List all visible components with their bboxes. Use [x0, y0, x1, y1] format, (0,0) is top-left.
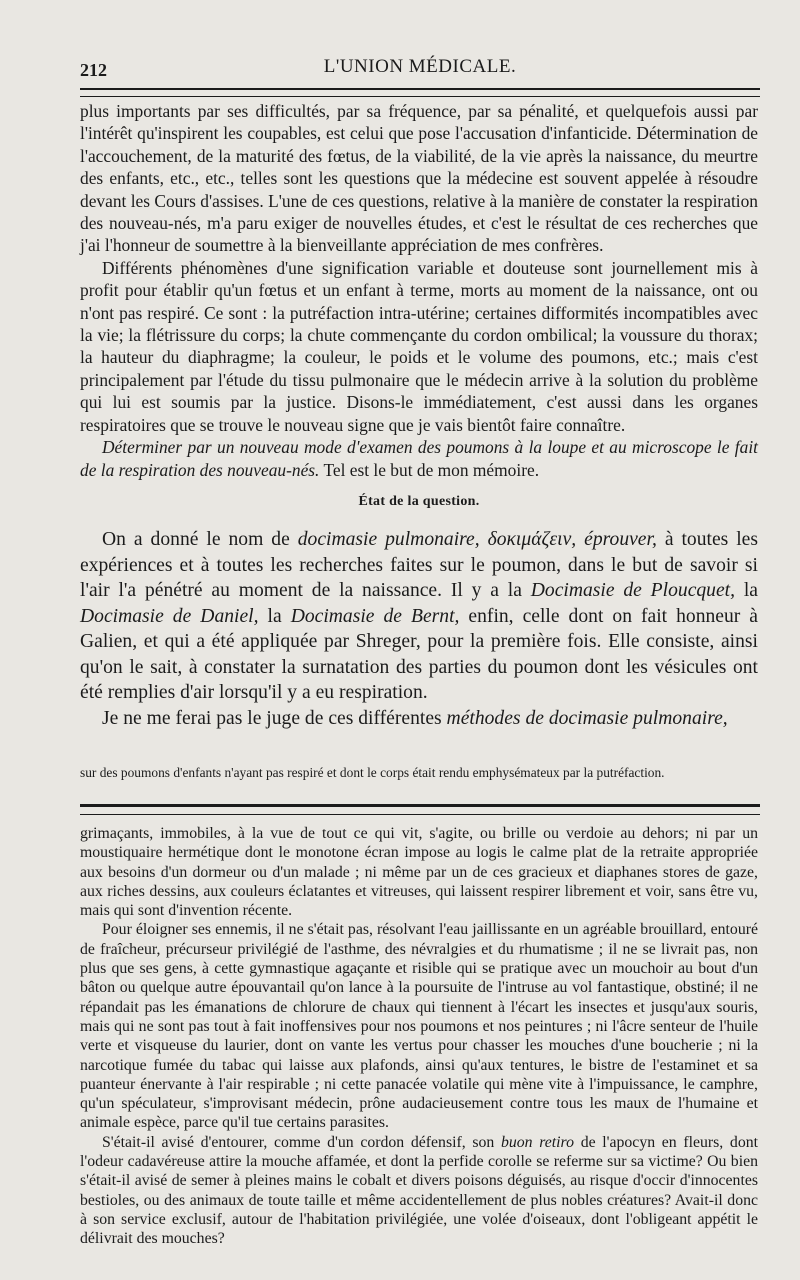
italic-text: méthodes de docimasie pulmonaire, — [446, 707, 728, 729]
text-span: S'était-il avisé d'entourer, comme d'un cordon défensif, son — [102, 1133, 501, 1151]
italic-text: Docimasie de Bernt, — [290, 605, 460, 627]
feuilleton-column — [80, 824, 758, 1249]
page-number: 212 — [80, 60, 107, 80]
paragraph: Différents phénomènes d'une signification variable et douteuse sont journellement mis à profit pour établir qu'un fœtus et un enfant à terme, morts au moment de la naissance, ont ou n'ont pas respiré. Ce sont : la putréfaction intra-utérine; certaines difformités incompatibles avec la vie; la flétrissure du corps; la chute commençante du cordon ombilical; la voussure du thorax; la hauteur du diaphragme; la couleur, le poids et le volume des poumons, etc.; mais c'est principalement par l'étude du tissu pulmonaire que le médecin arrive à la solution du problème qui lui est soumis par la justice. Disons-le immédiatement, c'est aussi dans les organes respiratoires que se trouve le nouveau signe que je vais bientôt faire connaître. — [80, 257, 758, 435]
section-heading: État de la question. — [358, 493, 480, 509]
running-head — [80, 48, 760, 88]
italic-text: buon retiro — [500, 1133, 575, 1151]
text-span: On a donné le nom de — [102, 529, 298, 551]
text-span: la — [735, 580, 758, 602]
paragraph: Pour éloigner ses ennemis, il ne s'était pas, résolvant l'eau jaillissante en un agréable brouillard, entouré de fraîcheur, précurseur privilégié de l'asthme, des névralgies et du rhumatisme ; il ne se livrait pas, non plus que ses gens, à cette gymnastique agaçante et risible qui se pratique avec un mouchoir au bout d'un bâton ou quelque autre épouvantail qu'on lance à la poursuite de l'intruse au vol fantastique, obstiné; il ne répandait pas les émanations de chlorure de chaux qui tiennent à l'écart les insectes et jusqu'aux souris, mais qui ne sont pas tout à fait inoffensives pour nos poumons et nos peintures ; ni l'âcre senteur de l'huile verte et visqueuse du laurier, dont on vante les vertus pour chasser les mouches d'une boucherie ; ni la narcotique fumée du tabac qui laisse aux plafonds, ainsi qu'aux tentures, le bistre de l'estaminet et sa puanteur énervante à l'air respirable ; ni cette panacée volatile qui mène vite à l'impuissance, le camphre, qu'un spéculateur, s'improvisant médecin, prône audacieusement contre tous les maux de l'humaine et animale espèce, parce qu'il tue certains parasites. — [80, 921, 758, 1132]
paragraph: plus importants par ses difficultés, par sa fréquence, par sa pénalité, et quelquefois aussi par l'intérêt qu'inspirent les coupables, est celui que pose l'accusation d'infanticide. Détermination de l'accouchement, de la maturité des fœtus, de la viabilité, de la vie après la naissance, du meurtre des enfants, etc., etc., telles sont les questions que la médecine est souvent appelée à résoudre devant les Cours d'assises. L'une de ces questions, relative à la manière de constater la respiration des nouveau-nés, m'a paru exiger de nouvelles études, et c'est le résultat de ces recherches que j'ai l'honneur de soumettre à la bienveillante appréciation de mes confrères. — [80, 101, 758, 256]
italic-text: Docimasie de Daniel, — [80, 605, 259, 627]
paragraph: grimaçants, immobiles, à la vue de tout ce qui vit, s'agite, ou brille ou verdoie au dehors; ni par un moustiquaire hermétique dont le monotone écran impose au logis le calme plat de la retraite appropriée aux besoins d'un dormeur ou d'un malade ; ni même par un de ces gracieux et diaphanes stores de gaze, aux riches dessins, aux couleurs éclatantes et vitreuses, qui laissent respirer librement et voir, sans être vu, mais qui sont d'invention récente. — [80, 825, 758, 920]
italic-text: Déterminer par un nouveau mode d'examen des poumons à la loupe et au microscope le fait de la respiration des nouveau-nés. — [80, 437, 758, 480]
text-span: Je ne me ferai pas le juge de ces différentes — [102, 707, 447, 729]
paragraph — [80, 527, 758, 706]
journal-title: L'UNION MÉDICALE. — [323, 56, 517, 77]
paragraph — [80, 1133, 758, 1249]
italic-text: docimasie pulmonaire, δοκιμάζειν, éprouver, — [297, 529, 657, 551]
text-span: de l'apocyn en fleurs, dont l'odeur cadavéreuse attire la mouche affamée, et dont la perfide corolle se referme sur sa victime? Ou bien s'était-il avisé de semer à pleines mains le cobalt et divers poisons déguisés, au risque d'occir d'innocentes bestioles, ou des animaux de toute taille et même accidentellement de plus nobles créatures? Avait-il donc à son service exclusif, autour de l'habitation privilégiée, une volée d'oiseaux, dont l'obligeant appétit le délivrait des mouches? — [80, 1133, 758, 1248]
feuilleton-rule — [80, 804, 760, 815]
article-column — [80, 100, 758, 731]
text-span: la — [258, 605, 291, 627]
text-span: à toutes les expériences et à toutes les recherches faites sur le poumon, dans le but de savoir si l'air l'a pénétré au moment de la naissance. Il y a la — [80, 529, 758, 602]
header-rule — [80, 88, 760, 97]
italic-text: Docimasie de Ploucquet, — [530, 580, 736, 602]
text-span: enfin, celle dont on fait honneur à Galien, et qui a été appliquée par Shreger, pour la première fois. Elle consiste, ainsi qu'on le sait, à constater la surnatation des parties du poumon dont les vésicules ont été remplies d'air lorsqu'il y a eu respiration. — [80, 605, 759, 704]
paragraph — [80, 706, 758, 732]
footnote: sur des poumons d'enfants n'ayant pas respiré et dont le corps était rendu emphysémateux par la putréfaction. — [80, 765, 665, 780]
text-span: Tel est le but de mon mémoire. — [319, 459, 540, 480]
paragraph — [80, 436, 758, 481]
